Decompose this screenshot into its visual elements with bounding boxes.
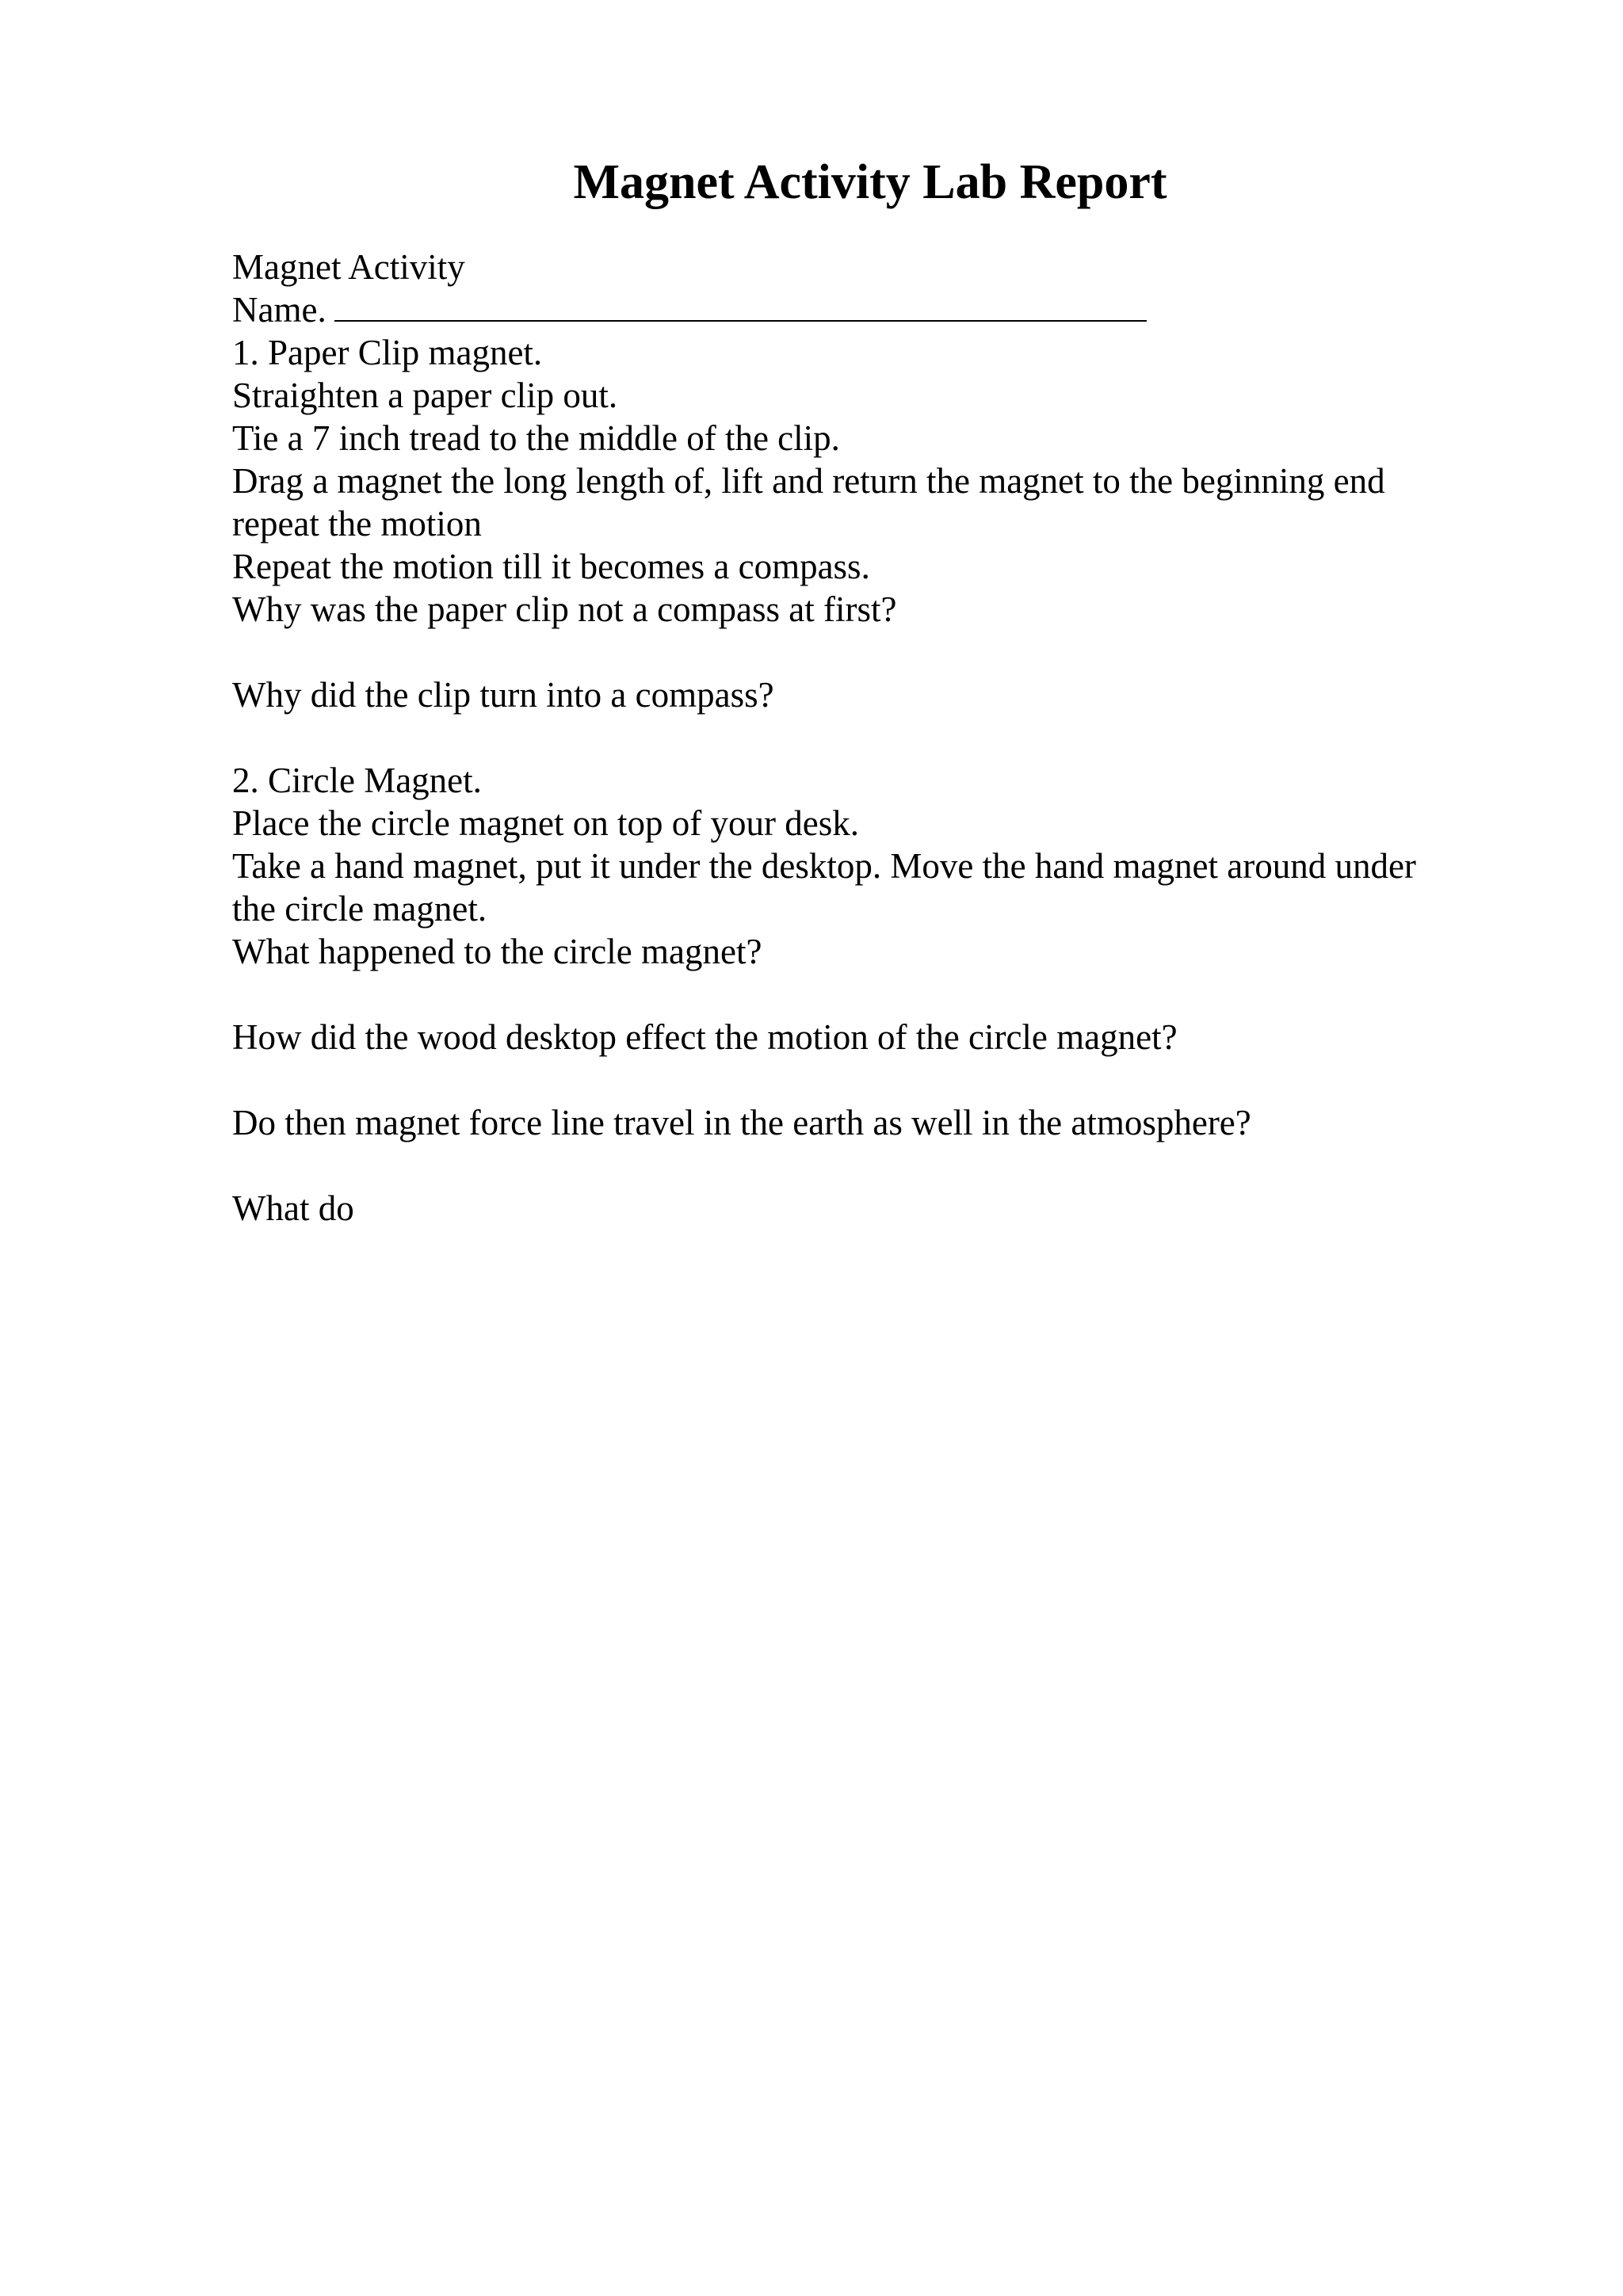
section1-step: Drag a magnet the long length of, lift and return the magnet to the beginning end repeat the motion [232,461,1385,543]
name-blank-line [334,290,1147,322]
page-title: Magnet Activity Lab Report [573,155,1167,209]
section1-question: Why did the clip turn into a compass? [232,675,774,715]
section1-step: Straighten a paper clip out. [232,376,618,415]
name-field-row [232,288,1468,331]
section2-step: Take a hand magnet, put it under the desktop. Move the hand magnet around under the circle magnet. [232,846,1416,929]
section1-heading: 1. Paper Clip magnet. [232,333,543,372]
section1-step: Tie a 7 inch tread to the middle of the clip. [232,418,840,458]
answer-space [232,1144,1468,1187]
section2-step: Place the circle magnet on top of your desk. [232,803,859,843]
activity-subtitle: Magnet Activity [232,247,465,287]
section2-question: What do [232,1188,354,1228]
section2-question: How did the wood desktop effect the motion of the circle magnet? [232,1017,1178,1057]
section1-step: Repeat the motion till it becomes a compass. [232,547,870,586]
section2-heading: 2. Circle Magnet. [232,761,482,800]
section2-question: Do then magnet force line travel in the earth as well in the atmosphere? [232,1103,1251,1142]
answer-space [232,973,1468,1016]
answer-space [232,716,1468,759]
document-body [232,246,1468,1230]
answer-space [232,1058,1468,1101]
answer-space [232,631,1468,673]
section1-question: Why was the paper clip not a compass at first? [232,589,897,629]
name-label: Name. [232,290,327,330]
section2-question: What happened to the circle magnet? [232,932,762,971]
